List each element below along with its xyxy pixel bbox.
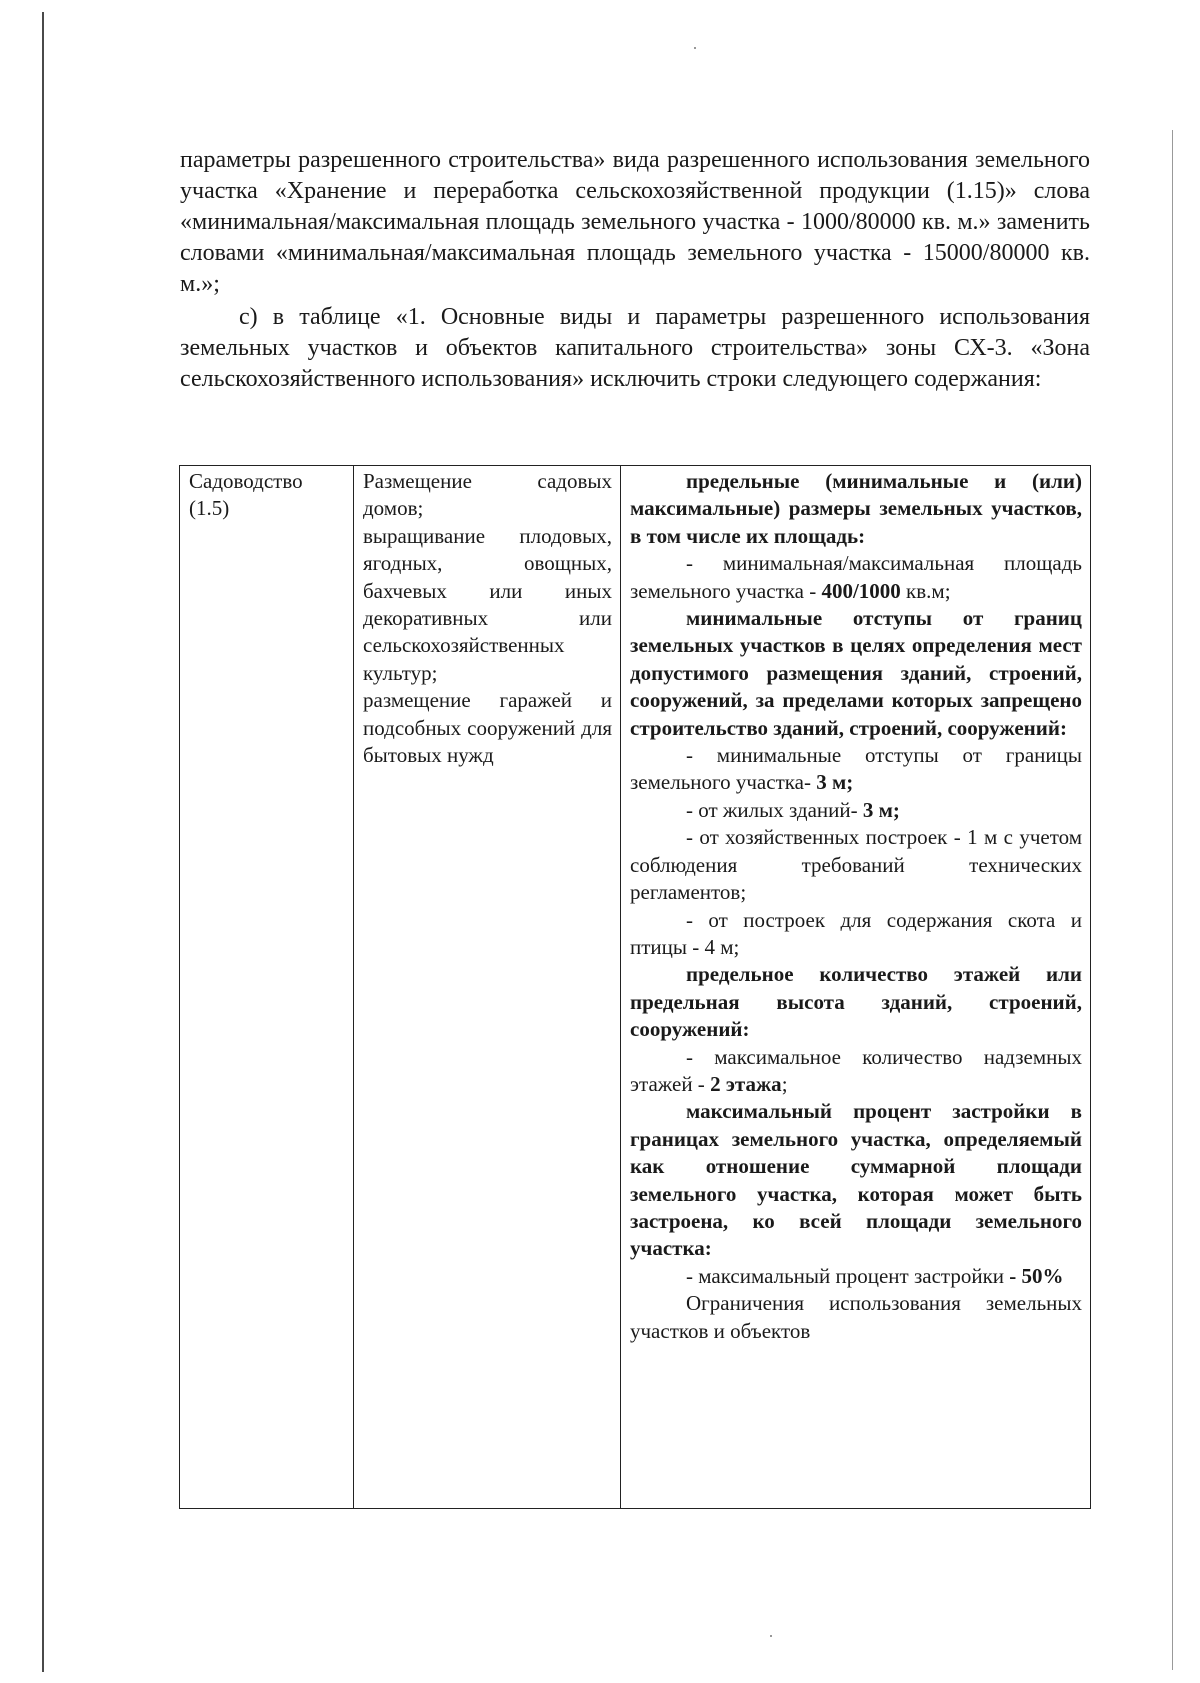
cell-use-type	[180, 466, 354, 1509]
param-heading-text: минимальные отступы от границ земельных участков в целях определения мест допустимого размещения зданий, строений, сооружений, за пределами которых запрещено строительство зданий, строений, сооружений:	[630, 606, 1082, 740]
use-type-label: Садоводство (1.5)	[189, 469, 303, 521]
paragraph-c	[180, 300, 1090, 393]
scan-edge-left	[42, 12, 44, 1672]
param-item: - от построек для содержания скота и птицы - 4 м;	[630, 907, 1082, 959]
param-item-text: - минимальные отступы от границы земельного участка-	[630, 743, 1082, 795]
param-heading	[630, 468, 1082, 550]
param-item-value: 3 м;	[816, 770, 854, 795]
param-item-text: - минимальная/максимальная площадь земельного участка -	[630, 551, 1082, 603]
param-heading	[630, 1098, 1082, 1262]
param-heading-text: максимальный процент застройки в границах земельного участка, определяемый как отношение суммарной площади земельного участка, которая может быть застроена, ко всей площади земельного участка:	[630, 1099, 1082, 1261]
intro-paragraph: параметры разрешенного строительства» вида разрешенного использования земельного участка «Хранение и переработка сельскохозяйственной продукции (1.15)» слова «минимальная/максимальная площадь земельного участка - 1000/80000 кв. м.» заменить словами «минимальная/максимальная площадь земельного участка - 15000/80000 кв. м.»;	[180, 147, 1090, 297]
param-item-value: 2 этажа	[710, 1071, 782, 1096]
scan-speck	[694, 47, 696, 49]
excluded-rows-table	[179, 465, 1091, 1509]
param-heading	[630, 605, 1082, 742]
param-item	[630, 742, 1082, 797]
param-item	[630, 797, 1082, 824]
param-item-text: - максимальный процент застройки	[686, 1263, 1005, 1288]
param-item	[630, 1263, 1082, 1290]
param-item-text: - от жилых зданий-	[686, 797, 858, 822]
scan-edge-right	[1172, 130, 1173, 1670]
cell-parameters	[621, 466, 1091, 1509]
param-item-text: - максимальное количество надземных этажей -	[630, 1044, 1082, 1096]
table-row	[180, 466, 1091, 1509]
param-item-end: ;	[781, 1071, 788, 1096]
description-line: выращивание плодовых, ягодных, овощных, бахчевых или иных декоративных или сельскохозяйственных культур;	[363, 523, 612, 685]
document-body	[180, 145, 1090, 393]
paragraph-c-text: с) в таблице «1. Основные виды и параметры разрешенного использования земельных участков и объектов капитального строительства» зоны СХ-3. «Зона сельскохозяйственного использования» исключить строки следующего содержания:	[180, 304, 1090, 392]
param-heading	[630, 961, 1082, 1043]
param-item-unit: кв.м;	[906, 578, 951, 603]
param-tail: Ограничения использования земельных участков и объектов	[630, 1291, 1082, 1343]
param-item	[630, 1044, 1082, 1099]
scan-speck	[770, 1635, 772, 1637]
description-line: размещение гаражей и подсобных сооружений для бытовых нужд	[363, 688, 612, 768]
param-item-value: 3 м;	[862, 797, 900, 822]
description-line: Размещение садовых домов;	[363, 469, 612, 521]
param-item-value: 400/1000	[821, 578, 901, 603]
param-item	[630, 550, 1082, 605]
param-item-value: - 50%	[1009, 1263, 1064, 1288]
param-heading-text: предельные (минимальные и (или) максимальные) размеры земельных участков, в том числе их площадь:	[630, 469, 1082, 548]
param-item: - от хозяйственных построек - 1 м с учетом соблюдения требований технических регламентов;	[630, 825, 1082, 905]
param-heading-text: предельное количество этажей или предельная высота зданий, строений, сооружений:	[630, 962, 1082, 1042]
cell-description	[354, 466, 621, 1509]
